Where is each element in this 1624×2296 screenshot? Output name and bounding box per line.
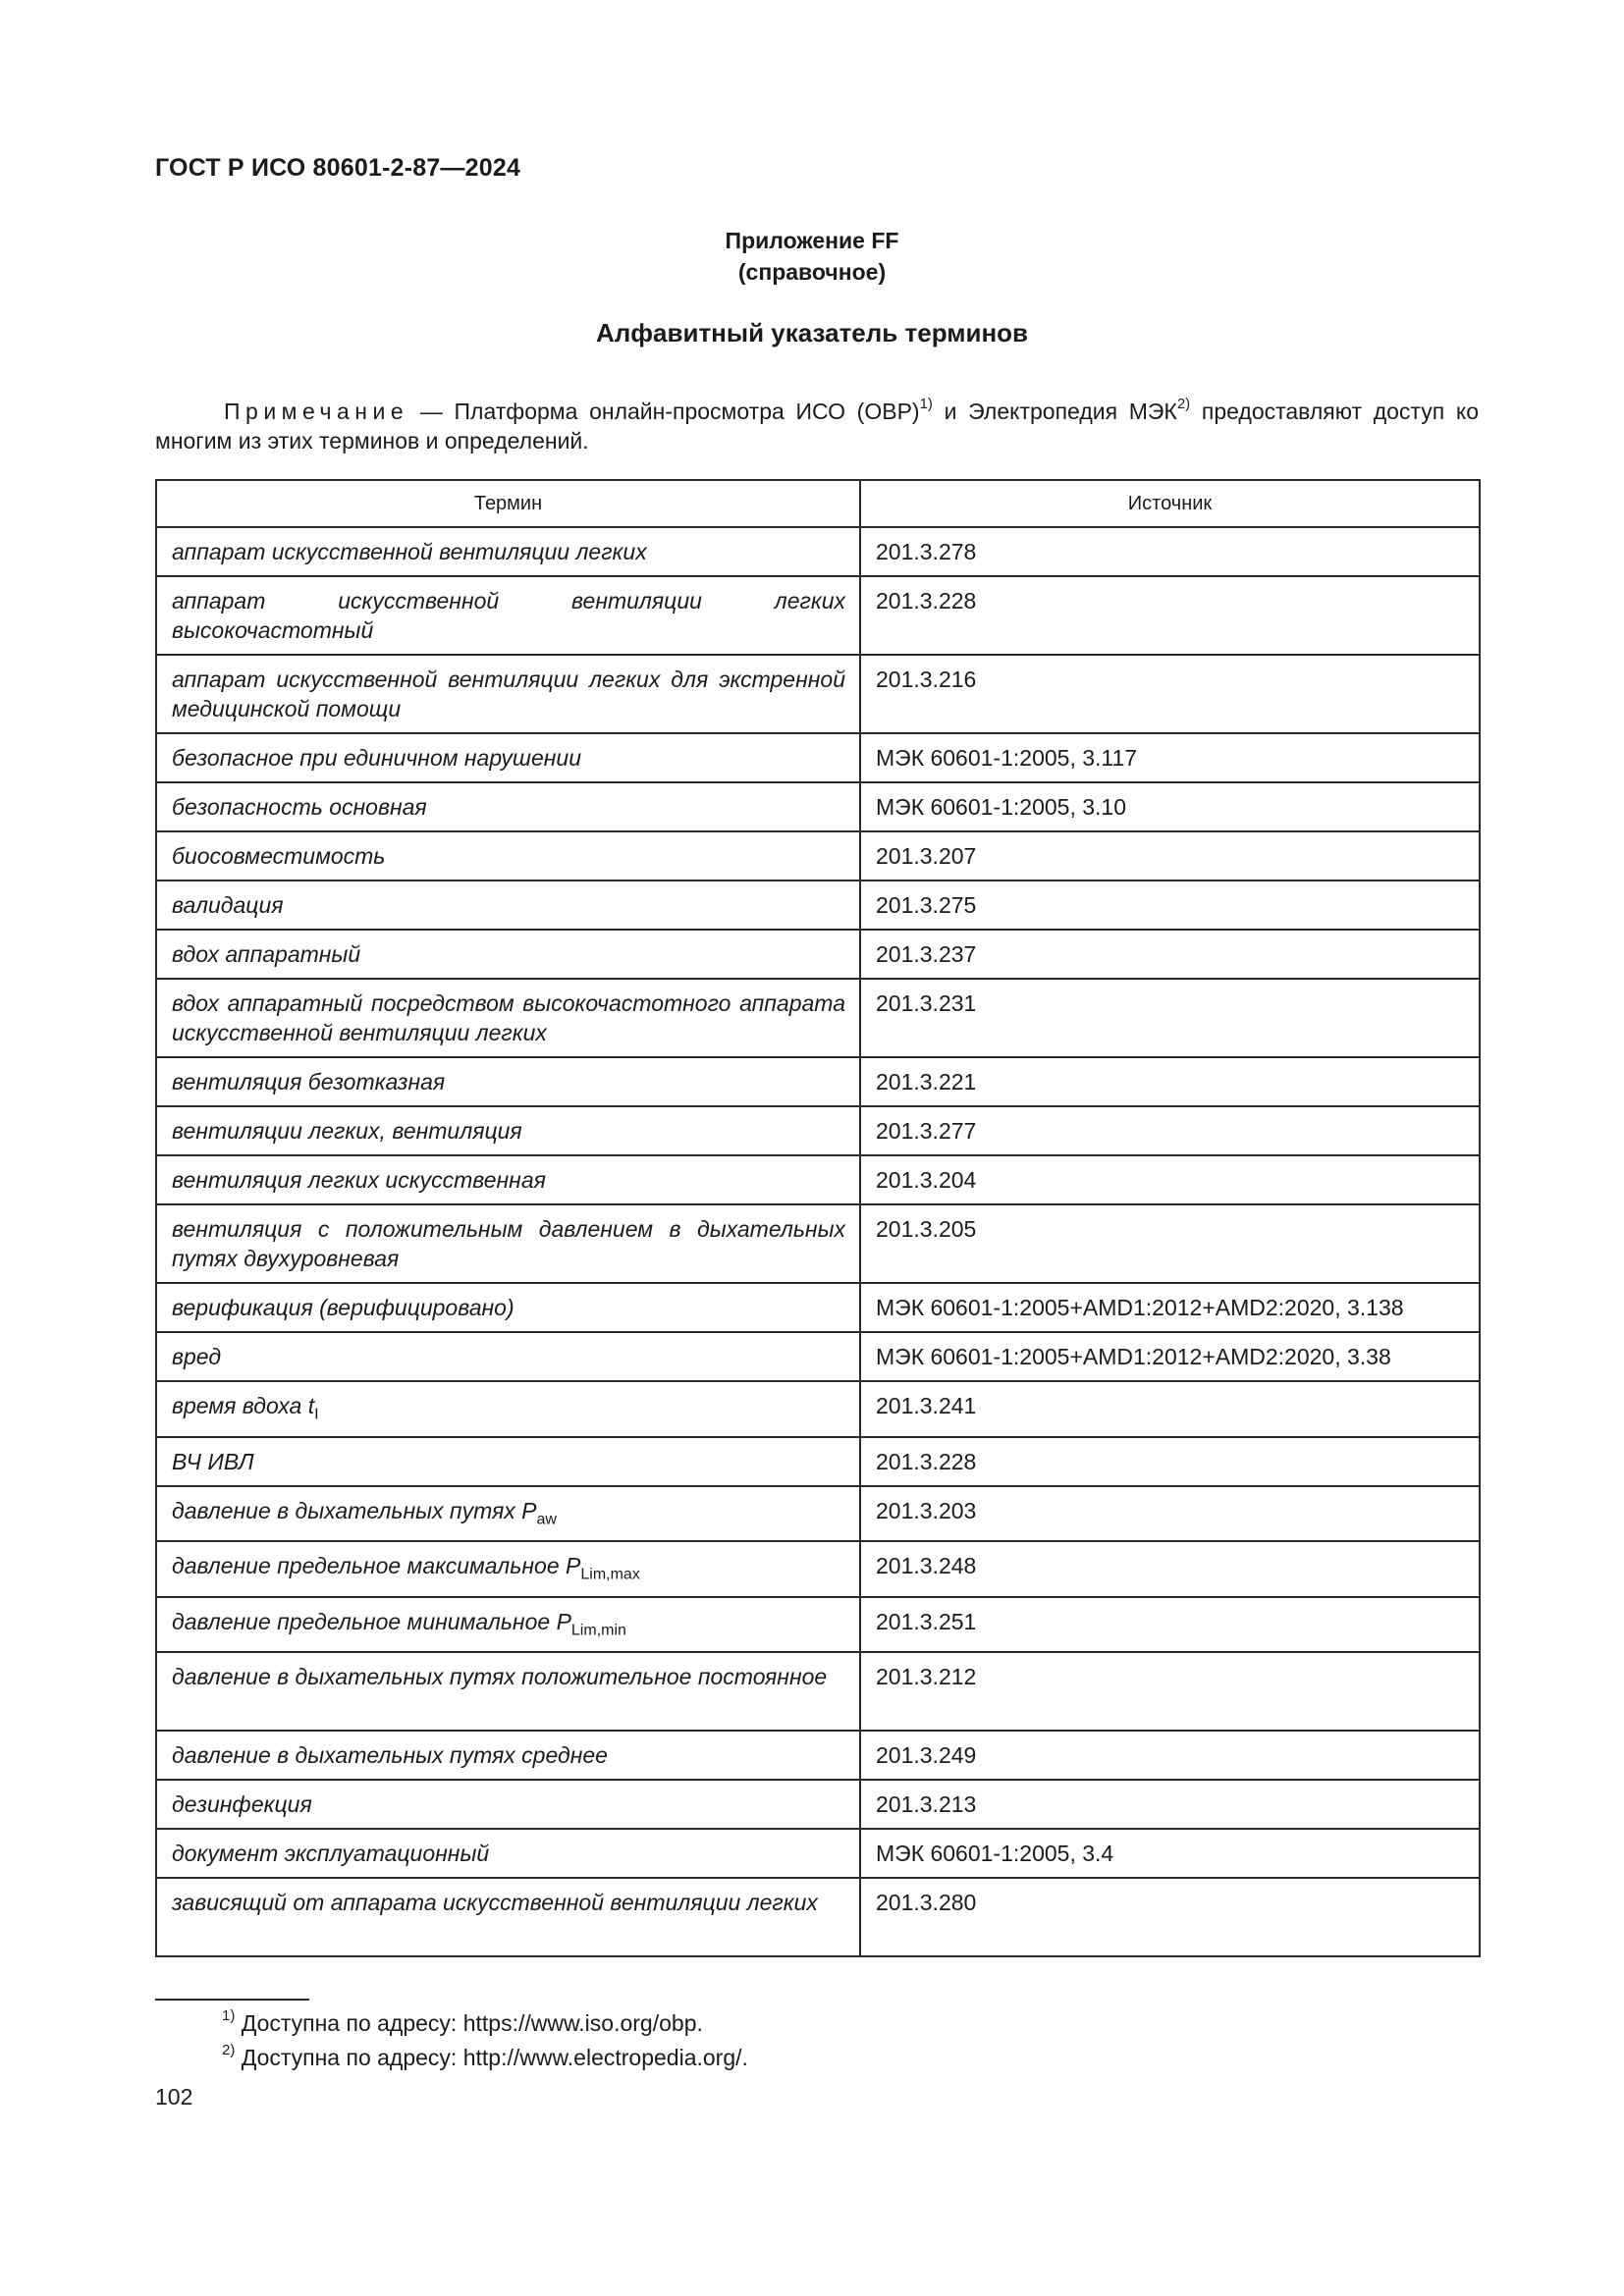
- table-header-row: [156, 480, 1480, 527]
- term-text: вдох аппаратный посредством высокочастотного аппарата искусственной вентиляции легких: [172, 990, 845, 1045]
- term-cell: [156, 831, 860, 881]
- term-cell: [156, 1332, 860, 1381]
- note-text-1: — Платформа онлайн-просмотра ИСО (OBP): [408, 399, 920, 424]
- footnote-1-mark: 1): [222, 2007, 236, 2025]
- term-text: вентиляция легких искусственная: [172, 1167, 546, 1193]
- footnote-2-mark: 2): [222, 2042, 236, 2059]
- table-row: [156, 1155, 1480, 1204]
- footnote-2-text: Доступна по адресу: http://www.electropedia.org/.: [241, 2045, 748, 2070]
- term-text: аппарат искусственной вентиляции легких высокочастотный: [172, 588, 845, 643]
- source-cell: МЭК 60601-1:2005, 3.4: [860, 1829, 1480, 1878]
- source-cell: 201.3.237: [860, 930, 1480, 979]
- source-cell: 201.3.216: [860, 655, 1480, 733]
- table-row: [156, 527, 1480, 576]
- table-row: [156, 1652, 1480, 1731]
- source-cell: 201.3.228: [860, 1437, 1480, 1486]
- table-row: [156, 1597, 1480, 1653]
- table-row: [156, 1381, 1480, 1437]
- term-text: вред: [172, 1344, 222, 1369]
- source-cell: 201.3.204: [860, 1155, 1480, 1204]
- source-cell: 201.3.228: [860, 576, 1480, 655]
- table-row: [156, 1437, 1480, 1486]
- note-label: Примечание: [224, 399, 409, 424]
- source-cell: 201.3.231: [860, 979, 1480, 1057]
- term-text: давление предельное максимальное: [172, 1553, 567, 1579]
- table-row: [156, 881, 1480, 930]
- term-symbol-subscript: Lim,max: [580, 1566, 640, 1583]
- table-row: [156, 979, 1480, 1057]
- term-cell: [156, 1878, 860, 1956]
- source-cell: 201.3.275: [860, 881, 1480, 930]
- table-row: [156, 1057, 1480, 1106]
- term-text: давление в дыхательных путях среднее: [172, 1742, 608, 1769]
- note-footnote-ref-1[interactable]: 1): [919, 396, 933, 413]
- footnote-1: [222, 2008, 703, 2038]
- table-row: [156, 1283, 1480, 1332]
- table-row: [156, 1878, 1480, 1956]
- term-text: документ эксплуатационный: [172, 1841, 490, 1867]
- term-text: верификация (верифицировано): [172, 1295, 514, 1320]
- table-row: [156, 576, 1480, 655]
- term-cell: [156, 1652, 860, 1731]
- term-text: давление в дыхательных путях: [172, 1497, 522, 1523]
- term-text: давление в дыхательных путях положительное постоянное: [172, 1664, 828, 1690]
- source-cell: 201.3.213: [860, 1780, 1480, 1829]
- term-cell: [156, 527, 860, 576]
- table-row: [156, 1204, 1480, 1283]
- note-paragraph: [155, 397, 1479, 455]
- term-cell: [156, 782, 860, 831]
- column-header-term: Термин: [156, 480, 860, 527]
- terms-table: [155, 479, 1481, 1957]
- source-cell: МЭК 60601-1:2005+AMD1:2012+AMD2:2020, 3.138: [860, 1283, 1480, 1332]
- source-cell: 201.3.212: [860, 1652, 1480, 1731]
- index-title: Алфавитный указатель терминов: [595, 318, 1029, 347]
- table-row: [156, 1486, 1480, 1542]
- term-text: давление предельное минимальное: [172, 1608, 557, 1634]
- note-footnote-ref-2[interactable]: 2): [1176, 396, 1191, 413]
- table-row: [156, 1541, 1480, 1597]
- term-text: время вдоха: [172, 1393, 308, 1418]
- table-row: [156, 1106, 1480, 1155]
- term-cell: [156, 1829, 860, 1878]
- source-cell: 201.3.248: [860, 1541, 1480, 1597]
- term-text: аппарат искусственной вентиляции легких: [172, 539, 647, 564]
- column-header-source: Источник: [860, 480, 1480, 527]
- term-cell: [156, 881, 860, 930]
- footnote-2: [222, 2043, 748, 2072]
- term-symbol: P: [521, 1497, 537, 1523]
- term-cell: [156, 1057, 860, 1106]
- term-text: вдох аппаратный: [172, 941, 361, 967]
- term-cell: [156, 1541, 860, 1597]
- term-cell: [156, 1204, 860, 1283]
- term-cell: [156, 930, 860, 979]
- term-cell: [156, 1381, 860, 1437]
- source-cell: 201.3.278: [860, 527, 1480, 576]
- term-symbol-subscript: Lim,min: [570, 1622, 626, 1639]
- table-row: [156, 1829, 1480, 1878]
- source-cell: 201.3.203: [860, 1486, 1480, 1542]
- term-symbol: t: [307, 1393, 315, 1418]
- table-row: [156, 655, 1480, 733]
- term-cell: [156, 1283, 860, 1332]
- term-symbol: P: [556, 1608, 571, 1634]
- source-cell: МЭК 60601-1:2005+AMD1:2012+AMD2:2020, 3.38: [860, 1332, 1480, 1381]
- source-cell: 201.3.205: [860, 1204, 1480, 1283]
- term-symbol: P: [566, 1553, 581, 1579]
- term-cell: [156, 576, 860, 655]
- footnote-divider: [155, 1999, 309, 2001]
- term-cell: [156, 1731, 860, 1780]
- source-cell: 201.3.221: [860, 1057, 1480, 1106]
- term-text: безопасное при единичном нарушении: [172, 745, 581, 771]
- term-cell: [156, 1597, 860, 1653]
- term-text: вентиляции легких, вентиляция: [172, 1118, 522, 1144]
- source-cell: 201.3.251: [860, 1597, 1480, 1653]
- term-text: валидация: [172, 892, 284, 918]
- term-text: зависящий от аппарата искусственной вентиляции легких: [172, 1890, 818, 1916]
- term-text: безопасность основная: [172, 794, 427, 820]
- table-row: [156, 831, 1480, 881]
- source-cell: 201.3.241: [860, 1381, 1480, 1437]
- term-cell: [156, 1780, 860, 1829]
- term-text: биосовместимость: [172, 843, 386, 869]
- term-cell: [156, 1155, 860, 1204]
- table-row: [156, 1780, 1480, 1829]
- term-text: вентиляция с положительным давлением в дыхательных путях двухуровневая: [172, 1216, 845, 1271]
- table-row: [156, 1731, 1480, 1780]
- source-cell: МЭК 60601-1:2005, 3.10: [860, 782, 1480, 831]
- annex-heading: [0, 225, 1624, 288]
- term-cell: [156, 655, 860, 733]
- source-cell: 201.3.207: [860, 831, 1480, 881]
- table-row: [156, 1332, 1480, 1381]
- note-text-3: предоставляют доступ ко многим из этих терминов и определений.: [155, 399, 1479, 454]
- term-cell: [156, 979, 860, 1057]
- term-text: вентиляция безотказная: [172, 1069, 446, 1095]
- document-identifier: ГОСТ Р ИСО 80601-2-87—2024: [155, 154, 521, 182]
- note-text-2: и Электропедия МЭК: [932, 399, 1177, 424]
- table-row: [156, 930, 1480, 979]
- annex-kind: (справочное): [737, 259, 887, 285]
- term-cell: [156, 1486, 860, 1542]
- source-cell: 201.3.280: [860, 1878, 1480, 1956]
- footnote-1-text: Доступна по адресу: https://www.iso.org/obp.: [241, 2010, 703, 2036]
- term-symbol-subscript: aw: [536, 1511, 557, 1528]
- term-cell: [156, 733, 860, 782]
- term-text: дезинфекция: [172, 1791, 312, 1818]
- page-number: 102: [155, 2084, 193, 2109]
- table-row: [156, 782, 1480, 831]
- terms-table-body: [156, 527, 1480, 1956]
- source-cell: МЭК 60601-1:2005, 3.117: [860, 733, 1480, 782]
- source-cell: 201.3.277: [860, 1106, 1480, 1155]
- term-cell: [156, 1106, 860, 1155]
- term-cell: [156, 1437, 860, 1486]
- source-cell: 201.3.249: [860, 1731, 1480, 1780]
- annex-title: Приложение FF: [725, 228, 899, 253]
- table-row: [156, 733, 1480, 782]
- term-text: аппарат искусственной вентиляции легких для экстренной медицинской помощи: [172, 667, 845, 721]
- term-symbol-subscript: I: [314, 1406, 319, 1423]
- term-text: ВЧ ИВЛ: [172, 1448, 254, 1474]
